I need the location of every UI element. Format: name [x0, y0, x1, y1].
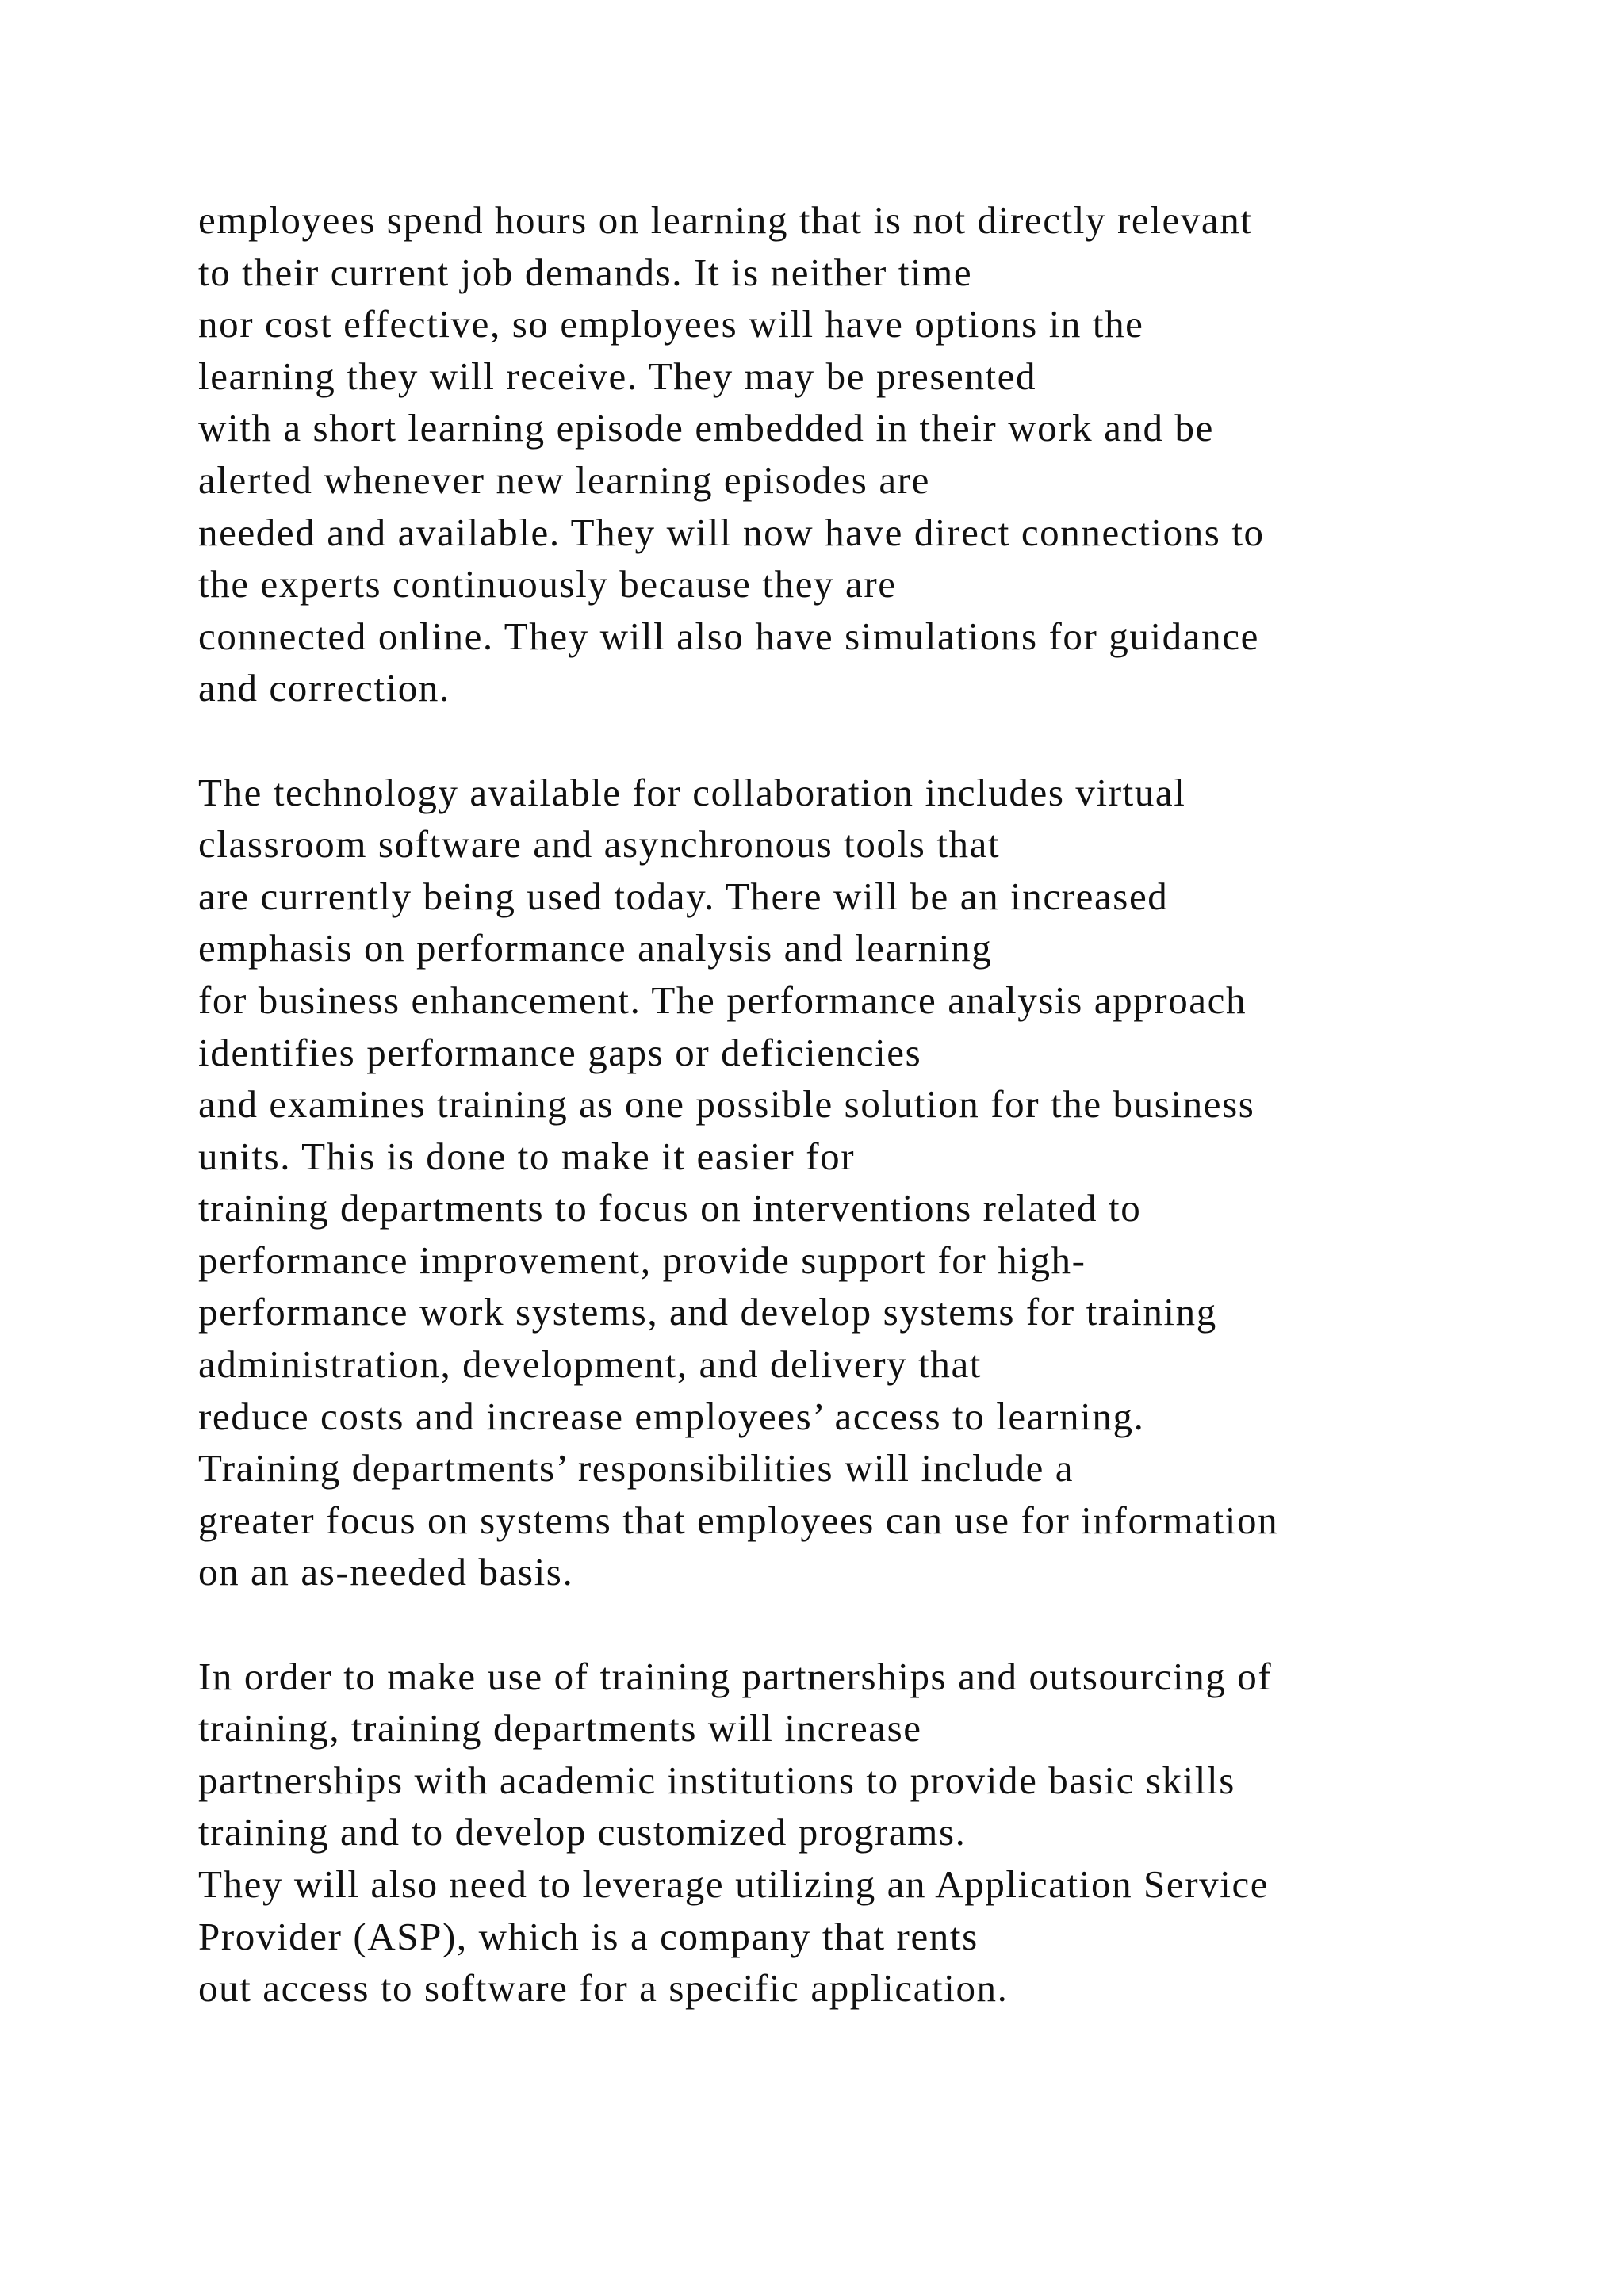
text-line: performance improvement, provide support for high-: [198, 1238, 1086, 1282]
text-line: reduce costs and increase employees’ access to learning.: [198, 1394, 1145, 1438]
text-line: partnerships with academic institutions to provide basic skills: [198, 1758, 1235, 1802]
text-line: training and to develop customized programs.: [198, 1810, 967, 1854]
text-line: In order to make use of training partnerships and outsourcing of: [198, 1654, 1273, 1698]
text-line: nor cost effective, so employees will have options in the: [198, 302, 1144, 346]
text-line: emphasis on performance analysis and learning: [198, 926, 993, 970]
text-line: training departments to focus on interventions related to: [198, 1186, 1142, 1230]
text-line: Training departments’ responsibilities will include a: [198, 1446, 1074, 1490]
text-line: and correction.: [198, 666, 450, 710]
text-line: administration, development, and delivery that: [198, 1342, 982, 1387]
text-line: to their current job demands. It is neither time: [198, 250, 973, 294]
text-line: on an as-needed basis.: [198, 1550, 574, 1594]
text-line: for business enhancement. The performance analysis approach: [198, 978, 1247, 1022]
text-line: They will also need to leverage utilizing an Application Service: [198, 1862, 1270, 1906]
text-line: training, training departments will increase: [198, 1706, 922, 1751]
text-line: Provider (ASP), which is a company that rents: [198, 1914, 979, 1958]
text-line: the experts continuously because they are: [198, 562, 897, 607]
text-line: employees spend hours on learning that is not directly relevant: [198, 198, 1253, 242]
text-line: performance work systems, and develop systems for training: [198, 1290, 1217, 1334]
paragraph-3: [198, 1651, 1610, 2015]
text-line: The technology available for collaboration includes virtual: [198, 770, 1186, 814]
text-line: with a short learning episode embedded in their work and be: [198, 406, 1214, 450]
document-body: [198, 194, 1610, 2015]
paragraph-gap: [198, 714, 1610, 767]
text-line: are currently being used today. There will be an increased: [198, 874, 1169, 918]
text-line: units. This is done to make it easier for: [198, 1134, 856, 1178]
text-line: out access to software for a specific application.: [198, 1966, 1009, 2011]
text-line: classroom software and asynchronous tools that: [198, 822, 1001, 867]
text-line: and examines training as one possible solution for the business: [198, 1082, 1255, 1127]
text-line: needed and available. They will now have direct connections to: [198, 510, 1265, 554]
text-line: greater focus on systems that employees can use for information: [198, 1498, 1279, 1542]
paragraph-gap: [198, 1598, 1610, 1651]
text-line: learning they will receive. They may be presented: [198, 354, 1037, 398]
text-line: identifies performance gaps or deficiencies: [198, 1030, 922, 1074]
paragraph-2: [198, 767, 1610, 1599]
text-line: connected online. They will also have simulations for guidance: [198, 614, 1259, 658]
text-line: alerted whenever new learning episodes are: [198, 457, 930, 502]
paragraph-1: [198, 194, 1610, 714]
